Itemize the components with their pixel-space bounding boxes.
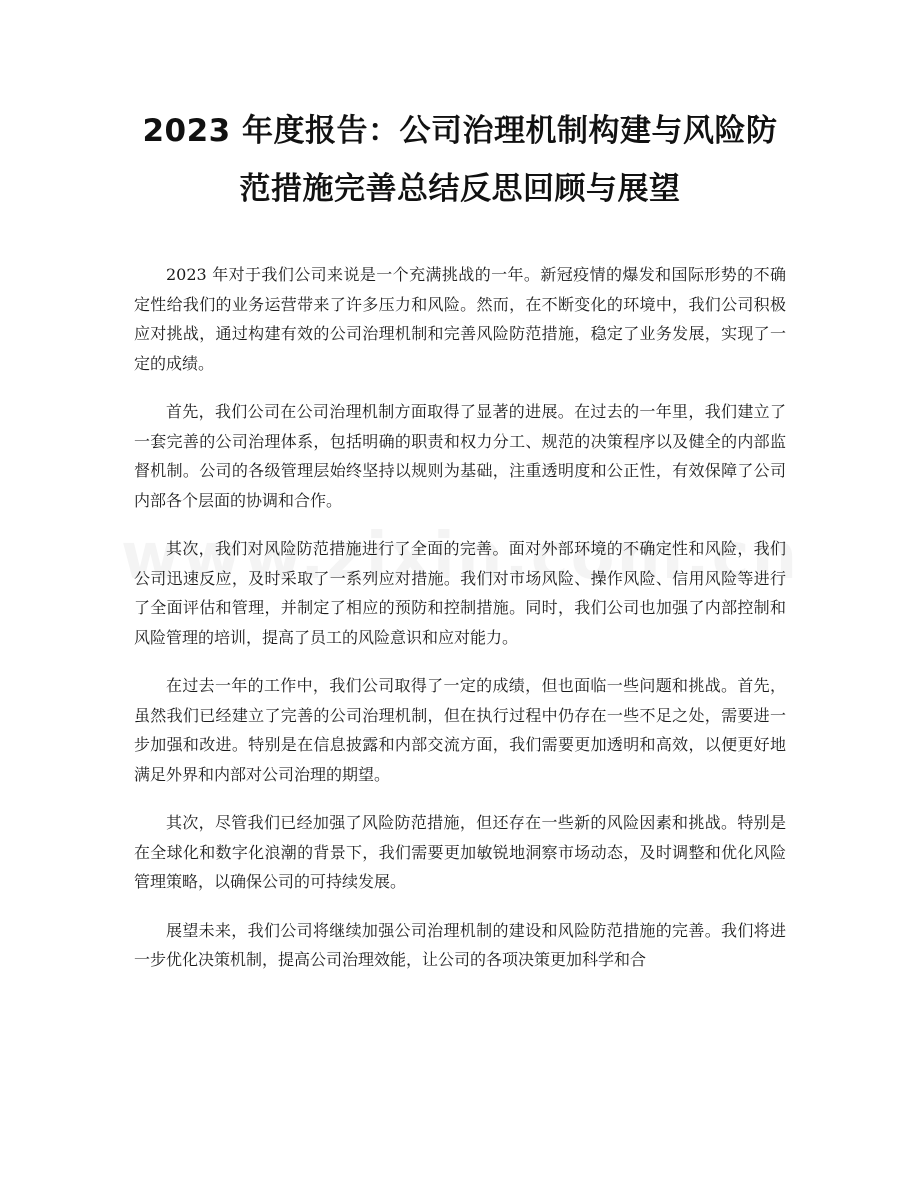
paragraph-new-risks: 其次，尽管我们已经加强了风险防范措施，但还存在一些新的风险因素和挑战。特别是在全球化和数字化浪潮的背景下，我们需要更加敏锐地洞察市场动态，及时调整和优化风险管理策略，以确保公司的可持续发展。 [134,813,786,891]
paragraph-intro: 2023 年对于我们公司来说是一个充满挑战的一年。新冠疫情的爆发和国际形势的不确定性给我们的业务运营带来了许多压力和风险。然而，在不断变化的环境中，我们公司积极应对挑战，通过构建有效的公司治理机制和完善风险防范措施，稳定了业务发展，实现了一定的成绩。 [134,265,786,373]
document-body [134,260,786,975]
document-title [134,102,786,218]
paragraph-outlook: 展望未来，我们公司将继续加强公司治理机制的建设和风险防范措施的完善。我们将进一步优化决策机制，提高公司治理效能，让公司的各项决策更加科学和合 [134,920,786,969]
title-line-2: 范措施完善总结反思回顾与展望 [239,171,681,207]
paragraph-risk-measures: 其次，我们对风险防范措施进行了全面的完善。面对外部环境的不确定性和风险，我们公司迅速反应，及时采取了一系列应对措施。我们对市场风险、操作风险、信用风险等进行了全面评估和管理，并制定了相应的预防和控制措施。同时，我们公司也加强了内部控制和风险管理的培训，提高了员工的风险意识和应对能力。 [134,539,786,647]
title-line-1: 2023 年度报告：公司治理机制构建与风险防 [142,113,778,149]
paragraph-governance: 首先，我们公司在公司治理机制方面取得了显著的进展。在过去的一年里，我们建立了一套完善的公司治理体系，包括明确的职责和权力分工、规范的决策程序以及健全的内部监督机制。公司的各级管理层始终坚持以规则为基础，注重透明度和公正性，有效保障了公司内部各个层面的协调和合作。 [134,402,786,510]
paragraph-problems: 在过去一年的工作中，我们公司取得了一定的成绩，但也面临一些问题和挑战。首先，虽然我们已经建立了完善的公司治理机制，但在执行过程中仍存在一些不足之处，需要进一步加强和改进。特别是在信息披露和内部交流方面，我们需要更加透明和高效，以便更好地满足外界和内部对公司治理的期望。 [134,676,786,784]
